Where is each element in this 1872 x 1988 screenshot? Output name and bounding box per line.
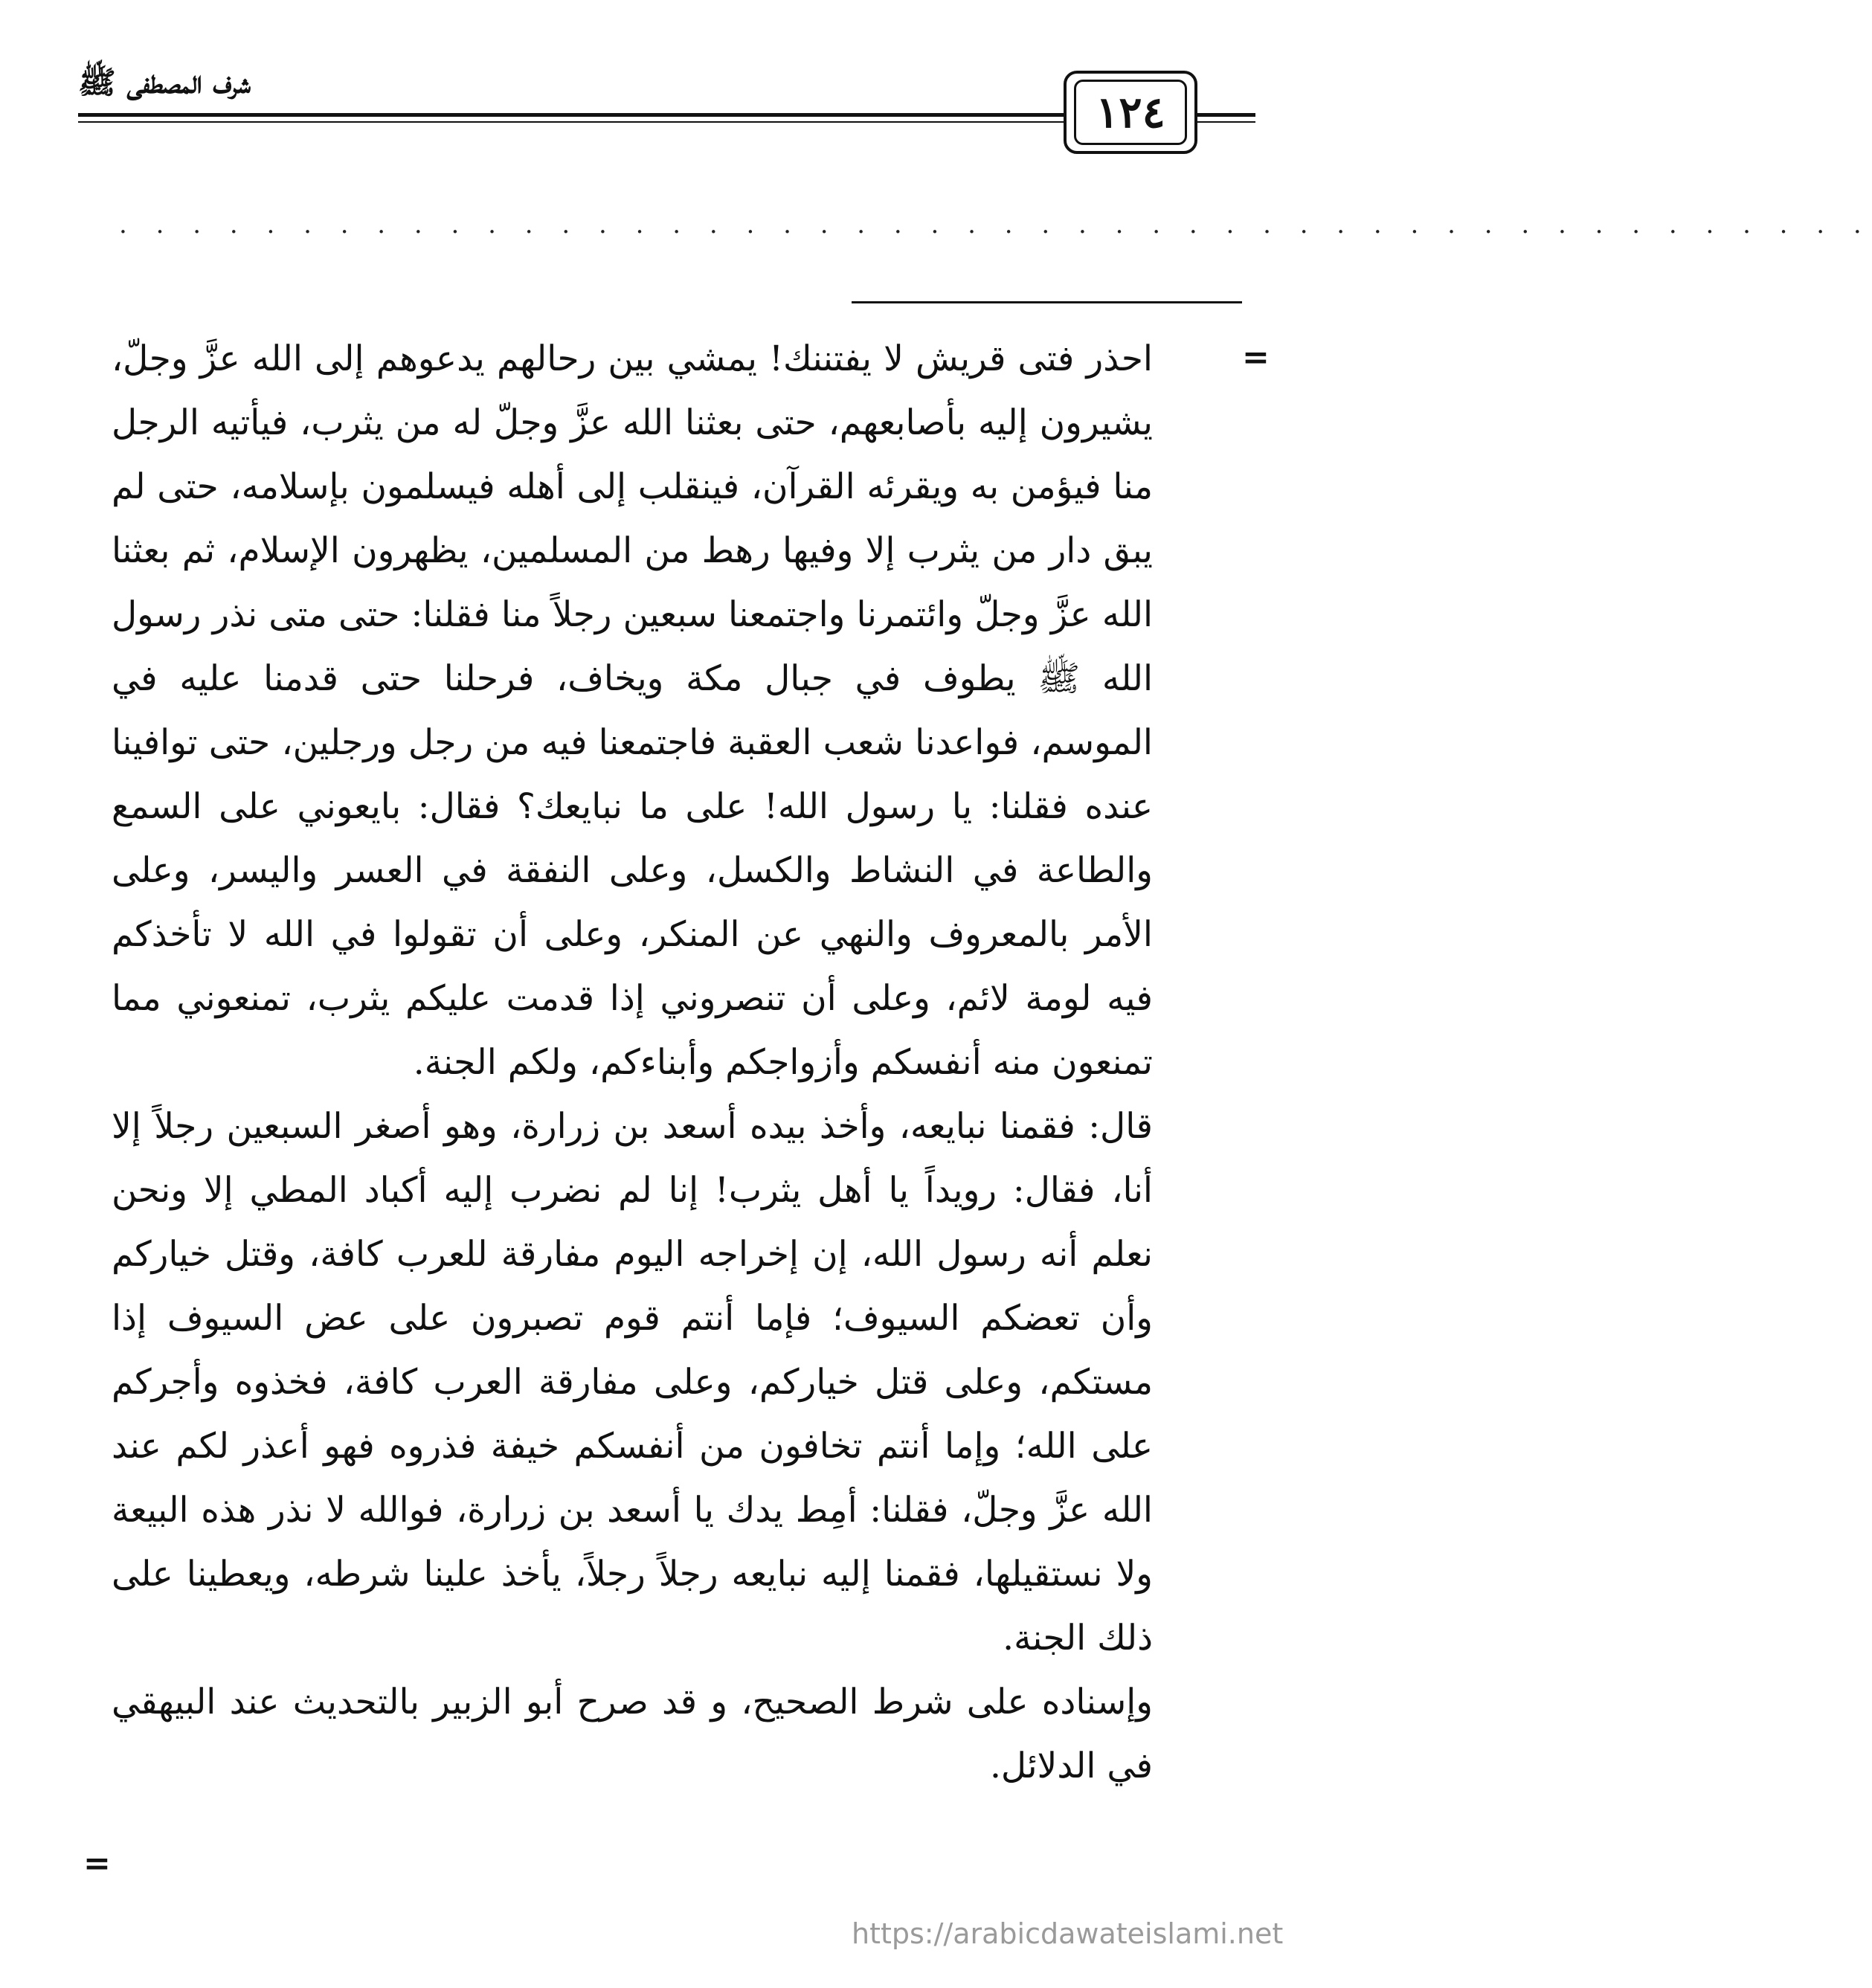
header-rule-top-left <box>78 113 1064 117</box>
dotted-separator: . . . . . . . . . . . . . . . . . . . . . . . . . . . . . . . . . . . . . . . . . . . . . . . . <box>119 210 1872 239</box>
continuation-mark-top: = <box>1242 338 1270 376</box>
paragraph: قال: فقمنا نبايعه، وأخذ بيده أسعد بن زرارة، وهو أصغر السبعين رجلاً إلا أنا، فقال: رويداً يا أهل يثرب! إنا لم نضرب إليه أكباد المطي إلا ونحن نعلم أنه رسول الله، إن إخراجه اليوم مفارقة للعرب كافة، وقتل خياركم وأن تعضكم السيوف؛ فإما أنتم قوم تصبرون على عض السيوف إذا مستكم، وعلى قتل خياركم، وعلى مفارقة العرب كافة، فخذوه وأجركم على الله؛ وإما أنتم تخافون من أنفسكم خيفة فذروه فهو أعذر لكم عند الله عزَّ وجلّ، فقلنا: أمِط يدك يا أسعد بن زرارة، فوالله لا نذر هذه البيعة ولا نستقيلها، فقمنا إليه نبايعه رجلاً رجلاً، يأخذ علينا شرطه، ويعطينا على ذلك الجنة. <box>112 1106 1153 1659</box>
header-rule-top-right <box>1197 113 1255 117</box>
footnote-rule <box>852 301 1242 303</box>
continuation-mark-bottom: = <box>83 1844 111 1882</box>
page-number: ١٢٤ <box>1074 80 1187 145</box>
page-header <box>0 0 1337 149</box>
running-title: شرف المصطفى ﷺ <box>78 64 251 100</box>
page-number-frame <box>1064 71 1197 154</box>
footnote-text <box>112 327 1153 1798</box>
header-rule-bottom-left <box>78 121 1064 123</box>
watermark-url: https://arabicdawateislami.net <box>852 1917 1284 1950</box>
paragraph: احذر فتى قريش لا يفتننك! يمشي بين رحالهم يدعوهم إلى الله عزَّ وجلّ، يشيرون إليه بأصابعهم، حتى بعثنا الله عزَّ وجلّ له من يثرب، فيأتيه الرجل منا فيؤمن به ويقرئه القرآن، فينقلب إلى أهله فيسلمون بإسلامه، حتى لم يبق دار من يثرب إلا وفيها رهط من المسلمين، يظهرون الإسلام، ثم بعثنا الله عزَّ وجلّ وائتمرنا واجتمعنا سبعين رجلاً منا فقلنا: حتى متى نذر رسول الله ﷺ يطوف في جبال مكة ويخاف، فرحلنا حتى قدمنا عليه في الموسم، فواعدنا شعب العقبة فاجتمعنا فيه من رجل ورجلين، حتى توافينا عنده فقلنا: يا رسول الله! على ما نبايعك؟ فقال: بايعوني على السمع والطاعة في النشاط والكسل، وعلى النفقة في العسر واليسر، وعلى الأمر بالمعروف والنهي عن المنكر، وعلى أن تقولوا في الله لا تأخذكم فيه لومة لائم، وعلى أن تنصروني إذا قدمت عليكم يثرب، تمنعوني مما تمنعون منه أنفسكم وأزواجكم وأبناءكم، ولكم الجنة. <box>112 338 1153 1083</box>
header-rule-bottom-right <box>1197 121 1255 123</box>
paragraph: وإسناده على شرط الصحيح، و قد صرح أبو الزبير بالتحديث عند البيهقي في الدلائل. <box>112 1682 1153 1786</box>
